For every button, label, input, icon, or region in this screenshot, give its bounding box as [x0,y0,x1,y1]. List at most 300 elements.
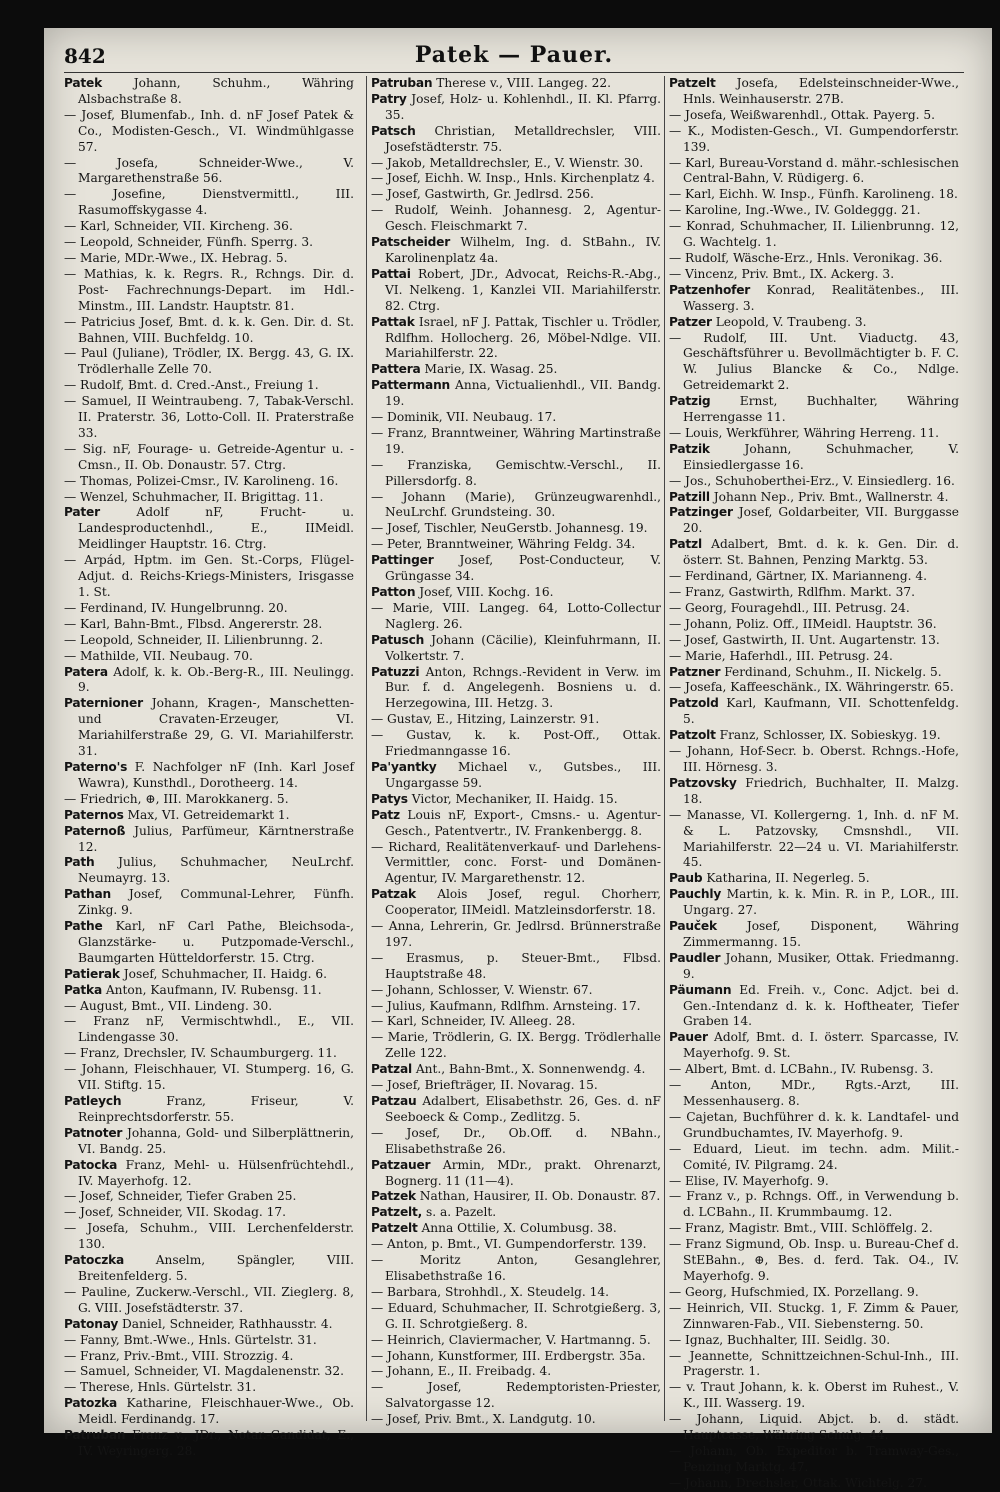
entry-surname: Pattinger [371,553,434,568]
directory-entry [64,760,354,792]
entry-text: — Manasse, VI. Kollergerng. 1, Inh. d. nF M. & L. Patzovsky, Cmsnshdl., VII. Mariahilferstr. 22—24 u. VI. Mariahilferstr. 45. [669,807,959,870]
directory-entry [669,1030,959,1062]
entry-text: Josef, Disponent, Währing Zimmermanng. 15. [683,919,960,949]
entry-text: — Patricius Josef, Bmt. d. k. k. Gen. Dir. d. St. Bahnen, VIII. Buchfeldg. 10. [64,314,354,345]
directory-entry [669,203,959,219]
directory-entry [669,474,959,490]
directory-entry [371,76,661,92]
entry-surname: Patscheider [371,235,451,250]
directory-entry [371,187,661,203]
entry-text: — Barbara, Strohhdl., X. Steudelg. 14. [371,1284,610,1299]
entry-surname: Päumann [669,982,732,997]
entry-text: — Josefa, Kaffeeschänk., IX. Währingerstr. 65. [669,680,954,695]
entry-text: — Franz, Drechsler, IV. Schaumburgerg. 11. [64,1046,337,1061]
entry-surname: Patzauer [371,1157,431,1172]
entry-surname: Patzl [669,537,702,552]
entry-text: Josef, Holz- u. Kohlenhdl., II. Kl. Pfarrg. 35. [385,91,661,122]
entry-text: — Julius, Kaufmann, Rdlfhm. Arnsteing. 17. [371,998,641,1013]
entry-surname: Patz [371,807,400,822]
entry-surname: Patuzzi [371,664,420,679]
entry-text: — Georg, Fouragehdl., III. Petrusg. 24. [669,600,910,615]
directory-entry [669,871,959,887]
directory-entry [371,1126,661,1158]
directory-entry [371,378,661,410]
entry-text: — Eduard, Schuhmacher, II. Schrotgießerg. 3, G. II. Schrotgießerg. 8. [371,1300,661,1331]
entry-text: — Samuel, II Weintraubeng. 7, Tabak-Verschl. II. Praterstr. 36, Lotto-Coll. II. Praterstraße 33. [64,394,354,440]
entry-text: Ant., Bahn-Bmt., X. Sonnenwendg. 4. [415,1062,646,1077]
entry-text: — Anna, Lehrerin, Gr. Jedlrsd. Brünnerstraße 197. [371,919,661,949]
entry-text: Adolf nF, Frucht- u. Landesproductenhdl., E., IIMeidl. Meidlinger Hauptstr. 16. Ctrg. [78,505,355,552]
directory-entry [669,665,959,681]
directory-entry [669,1476,959,1492]
entry-text: — Mathias, k. k. Regrs. R., Rchngs. Dir. d. Post- Fachrechnungs-Depart. im Hdl.-Minstm., III. Landstr. Hauptstr. 81. [64,266,354,313]
entry-surname: Patozka [64,1396,118,1411]
entry-text: Martin, k. k. Min. R. in P., LOR., III. Ungarg. 27. [683,887,959,918]
directory-entry [64,1428,354,1460]
entry-surname: Pa'yantky [371,759,437,774]
directory-entry [669,585,959,601]
directory-entry [64,1380,354,1396]
entry-text: — Therese, Hnls. Gürtelstr. 31. [64,1380,257,1395]
directory-entry [64,696,354,760]
entry-surname: Patton [371,585,416,599]
entry-text: Konrad, Realitätenbes., III. Wasserg. 3. [683,282,960,313]
entry-text: Anton, Rchngs.-Revident in Verw. im Bur. f. d. Angelegenh. Bosniens u. d. Herzegowina, III. Hetzg. 3. [385,664,661,711]
entry-text: — Josef, Blumenfab., Inh. d. nF Josef Patek & Co., Modisten-Gesch., VI. Windmühlgasse 57. [64,107,354,154]
directory-entry [371,1030,661,1062]
entry-surname: Pater [64,505,100,520]
entry-text: — Johann, Fleischhauer, VI. Stumperg. 16, G. VII. Stiftg. 15. [64,1062,354,1093]
directory-entry [371,410,661,426]
page-header [64,42,964,73]
directory-entry [371,553,661,585]
entry-text: — Marie, Trödlerin, G. IX. Bergg. Trödlerhalle Zelle 122. [371,1030,661,1061]
entry-surname: Pattera [371,362,421,377]
directory-entry [371,919,661,951]
entry-text: — Heinrich, VII. Stuckg. 1, F. Zimm & Pauer, Zinnwaren-Fab., VII. Siebensterng. 50. [669,1300,959,1331]
directory-entry [371,267,661,315]
directory-entry [64,1396,354,1428]
entry-surname: Paternioner [64,696,143,711]
directory-entry [669,617,959,633]
entry-text: Karl, Kaufmann, VII. Schottenfeldg. 5. [683,696,960,727]
directory-entry [371,1412,661,1428]
directory-entry [64,442,354,474]
directory-entry [371,1253,661,1285]
entry-text: Daniel, Schneider, Rathhausstr. 4. [121,1316,333,1331]
column-3 [664,76,960,1490]
directory-entry [669,1285,959,1301]
entry-surname: Pauer [669,1030,708,1045]
directory-entry [371,1205,661,1221]
directory-entry [371,203,661,235]
entry-surname: Patzill [669,489,710,504]
directory-entry [669,680,959,696]
entry-text: Franz, Schlosser, IX. Sobieskyg. 19. [719,728,941,743]
entry-text: — Karoline, Ing.-Wwe., IV. Goldeggg. 21. [669,203,921,218]
entry-text: Adolf, Bmt. d. I. österr. Sparcasse, IV. Mayerhofg. 9. St. [683,1030,960,1061]
entry-surname: Patka [64,982,102,997]
directory-entry [371,1094,661,1126]
entry-surname: Patocka [64,1157,118,1172]
directory-entry [669,1142,959,1174]
entry-surname: Patsch [371,123,416,138]
entry-text: — Gustav, k. k. Post-Off., Ottak. Friedmanngasse 16. [371,728,661,759]
entry-surname: Paternos [64,807,124,822]
entry-text: Marie, IX. Wasag. 25. [424,362,558,377]
directory-entry [669,315,959,331]
entry-text: — Pauline, Zuckerw.-Verschl., VII. Zieglerg. 8, G. VIII. Josefstädterstr. 37. [64,1284,354,1315]
entry-text: — Gustav, E., Hitzing, Lainzerstr. 91. [371,712,600,727]
entry-text: Friedrich, Buchhalter, II. Malzg. 18. [683,775,959,806]
entry-surname: Patry [371,91,407,106]
entry-surname: Patierak [64,966,120,981]
directory-entry [64,983,354,999]
directory-entry [371,585,661,601]
entry-text: — Moritz Anton, Gesanglehrer, Elisabethstraße 16. [371,1253,661,1283]
entry-text: Josef, Post-Conducteur, V. Grüngasse 34. [385,553,662,584]
directory-entry [669,1189,959,1221]
entry-text: Franz, Mehl- u. Hülsenfrüchtehdl., IV. Mayerhofg. 12. [78,1157,354,1188]
entry-text: — Rudolf, Wäsche-Erz., Hnls. Veronikag. 36. [669,250,943,265]
directory-entry [669,108,959,124]
directory-entry [669,1174,959,1190]
entry-text: — Karl, Schneider, VII. Kircheng. 36. [64,219,293,234]
entry-surname: Patzek [371,1189,416,1204]
entry-text: — Karl, Schneider, IV. Alleeg. 28. [371,1014,576,1029]
directory-entry [669,919,959,951]
entry-text: — Leopold, Schneider, Fünfh. Sperrg. 3. [64,235,313,250]
directory-entry [64,267,354,315]
entry-text: — Arpád, Hptm. im Gen. St.-Corps, Flügel-Adjut. d. Reichs-Kriegs-Ministers, Irisgasse 1. St. [64,553,354,599]
entry-text: — Josef, Tischler, NeuGerstb. Johannesg. 19. [371,521,648,536]
entry-text: Armin, MDr., prakt. Ohrenarzt, Bognerg. 11 (11—4). [385,1157,661,1188]
entry-text: — Eduard, Lieut. im techn. adm. Milit.-Comité, IV. Pilgramg. 24. [669,1141,959,1172]
entry-text: s. a. Pazelt. [425,1205,497,1220]
entry-text: — Karl, Eichh. W. Insp., Fünfh. Karolineng. 18. [669,187,958,202]
directory-entry [64,1333,354,1349]
entry-text: — Johann, E., II. Freibadg. 4. [371,1364,552,1379]
entry-text: Josef, Goldarbeiter, VII. Burggasse 20. [683,505,960,536]
directory-entry [669,649,959,665]
directory-entry [669,1349,959,1381]
directory-entry [669,1333,959,1349]
directory-entry [371,712,661,728]
columns [64,76,969,1490]
directory-entry [669,1078,959,1110]
entry-text: — Mathilde, VII. Neubaug. 70. [64,648,253,663]
entry-text: Franz, Friseur, V. Reinprechtsdorferstr. 55. [78,1094,355,1124]
entry-text: — Peter, Branntweiner, Währing Feldg. 34. [371,537,636,552]
entry-text: Leopold, V. Traubeng. 3. [715,314,867,329]
entry-text: Josefa, Edelsteinschneider-Wwe., Hnls. Weinhauserstr. 27B. [683,76,959,106]
entry-text: — Marie, Haferhdl., III. Petrusg. 24. [669,648,893,663]
directory-entry [371,1221,661,1237]
directory-entry [64,1189,354,1205]
directory-entry [371,951,661,983]
directory-entry [64,999,354,1015]
entry-text: — Rudolf, Weinh. Johannesg. 2, Agentur-Gesch. Fleischmarkt 7. [371,203,661,234]
entry-surname: Patzolt [669,728,716,743]
column-1 [64,76,355,1458]
entry-surname: Paternoß [64,823,126,838]
entry-text: Therese v., VIII. Langeg. 22. [436,76,612,90]
entry-surname: Patzau [371,1094,417,1108]
directory-entry [371,633,661,665]
entry-text: Johann, Musiker, Ottak. Friedmanng. 9. [683,950,959,981]
entry-text: — Josef, Gastwirth, Gr. Jedlrsd. 256. [371,187,594,202]
directory-entry [669,808,959,872]
entry-surname: Pattak [371,314,415,329]
directory-entry [669,331,959,395]
directory-entry [669,633,959,649]
directory-entry [64,967,354,983]
directory-entry [64,1285,354,1317]
directory-entry [371,490,661,522]
directory-entry [371,840,661,888]
entry-text: — Franz Sigmund, Ob. Insp. u. Bureau-Chef d. StEBahn., ⊕, Bes. d. ferd. Tak. O4., IV. Mayerhofg. 9. [669,1237,959,1283]
entry-text: — Josefa, Schuhm., VIII. Lerchenfelderstr. 130. [64,1221,354,1252]
entry-text: Johann Nep., Priv. Bmt., Wallnerstr. 4. [713,489,949,504]
entry-text: — Ignaz, Buchhalter, III. Seidlg. 30. [669,1332,891,1347]
directory-entry [669,983,959,1031]
directory-entry [669,1380,959,1412]
directory-entry [371,1349,661,1365]
directory-entry [371,171,661,187]
directory-entry [669,776,959,808]
entry-text: — Samuel, Schneider, VI. Magdalenenstr. 32. [64,1364,344,1379]
directory-entry [371,601,661,633]
directory-entry [64,1094,354,1126]
entry-text: — Johann (Marie), Grünzeugwarenhdl., NeuLrchf. Grundsteing. 30. [371,489,661,520]
directory-entry [669,505,959,537]
directory-entry [64,649,354,665]
entry-text: Adalbert, Bmt. d. k. k. Gen. Dir. d. österr. St. Bahnen, Penzing Marktg. 53. [683,537,959,568]
directory-entry [64,633,354,649]
directory-entry [64,1205,354,1221]
entry-text: — Sig. nF, Fourage- u. Getreide-Agentur u. -Cmsn., II. Ob. Donaustr. 57. Ctrg. [64,441,354,472]
directory-entry [371,235,661,267]
entry-surname: Patera [64,664,108,679]
entry-text: Adalbert, Elisabethstr. 26, Ges. d. nF Seeboeck & Comp., Zedlitzg. 5. [385,1094,661,1124]
directory-entry [64,187,354,219]
entry-text: — Josef, Dr., Ob.Off. d. NBahn., Elisabethstraße 26. [371,1125,661,1156]
directory-entry [371,92,661,124]
entry-text: Anton, Kaufmann, IV. Rubensg. 11. [105,982,322,997]
entry-text: Franz v., JDr., Notar.-Candidat, E., IV. Weyringerg. 28. [78,1428,354,1458]
entry-surname: Patruban [371,76,433,90]
entry-text: Victor, Mechaniker, II. Haidg. 15. [411,791,618,806]
entry-text: — Franz, Branntweiner, Währing Martinstraße 19. [371,425,661,456]
entry-text: — Johann, Poliz. Off., IIMeidl. Hauptstr. 36. [669,616,937,631]
entry-text: Josef, VIII. Kochg. 16. [419,585,554,599]
directory-entry [64,1221,354,1253]
directory-entry [64,378,354,394]
directory-entry [371,458,661,490]
entry-text: — v. Traut Johann, k. k. Oberst im Ruhest., V. K., III. Wasserg. 19. [669,1380,959,1411]
directory-entry [669,267,959,283]
directory-entry [669,951,959,983]
directory-entry [64,219,354,235]
entry-text: Johann, Kragen-, Manschetten- und Cravaten-Erzeuger, VI. Mariahilferstraße 29, G. VI. Mariahilferstr. 31. [78,696,354,759]
directory-entry [669,569,959,585]
directory-entry [669,442,959,474]
entry-surname: Patzinger [669,505,733,520]
directory-entry [669,1221,959,1237]
directory-entry [371,1189,661,1205]
directory-entry [64,665,354,697]
entry-text: Nathan, Hausirer, II. Ob. Donaustr. 87. [419,1189,661,1204]
entry-text: — Josefa, Schneider-Wwe., V. Margarethenstraße 56. [64,155,354,186]
entry-surname: Patusch [371,632,425,647]
entry-text: Josef, Communal-Lehrer, Fünfh. Zinkg. 9. [78,887,354,918]
directory-entry [669,1444,959,1476]
directory-entry [371,1333,661,1349]
entry-text: — Josef, Gastwirth, II. Unt. Augartenstr. 13. [669,632,940,647]
directory-entry [669,1237,959,1285]
entry-surname: Patzal [371,1062,412,1077]
entry-text: — Franziska, Gemischtw.-Verschl., II. Pillersdorfg. 8. [371,457,661,488]
directory-entry [64,1158,354,1190]
entry-text: — Franz, Gastwirth, Rdlfhm. Markt. 37. [669,585,915,599]
entry-text: — Thomas, Polizei-Cmsr., IV. Karolineng. 16. [64,473,339,488]
directory-entry [64,156,354,188]
entry-text: — Dominik, VII. Neubaug. 17. [371,410,557,425]
entry-surname: Patzik [669,441,710,456]
entry-text: — Georg, Hufschmied, IX. Porzellang. 9. [669,1284,919,1299]
column-2 [366,76,662,1427]
directory-entry [371,124,661,156]
entry-surname: Pauchly [669,887,722,902]
entry-text: — Johann, Ob. Expeditor b. Tramway-Ges., Penzing Marktg. 47. [669,1443,959,1474]
directory-entry [669,187,959,203]
entry-text: — Paul (Juliane), Trödler, IX. Bergg. 43, G. IX. Trödlerhalle Zelle 70. [64,346,354,377]
entry-surname: Patruban [64,1428,126,1443]
entry-text: — Jeannette, Schnittzeichnen-Schul-Inh., III. Pragerstr. 1. [669,1348,959,1379]
entry-text: Alois Josef, regul. Chorherr, Cooperator, IIMeidl. Matzleinsdorferstr. 18. [385,887,662,918]
entry-text: — Johann, Drechsler, Ottak. Wichtelg. 27. [669,1475,927,1490]
directory-entry [64,887,354,919]
directory-entry [371,1364,661,1380]
directory-entry [371,1062,661,1078]
directory-entry [669,601,959,617]
directory-entry [64,1014,354,1046]
directory-entry [64,251,354,267]
directory-entry [669,1110,959,1142]
directory-entry [669,490,959,506]
directory-entry [64,1046,354,1062]
entry-text: — Rudolf, III. Unt. Viaductg. 43, Geschäftsführer u. Bevollmächtigter b. F. C. W. Julius Blancke & Co., Ndlge. Getreidemarkt 2. [669,330,959,393]
directory-entry [64,490,354,506]
directory-entry [371,315,661,363]
entry-text: Ed. Freih. v., Conc. Adjct. bei d. Gen.-Intendanz d. k. k. Hoftheater, Tiefer Graben 14. [683,982,959,1029]
entry-text: — Josef, Schneider, Tiefer Graben 25. [64,1189,297,1204]
entry-text: Ferdinand, Schuhm., II. Nickelg. 5. [724,664,942,679]
entry-surname: Patzelt [371,1221,418,1236]
directory-entry [371,1237,661,1253]
directory-entry [669,696,959,728]
directory-entry [371,1078,661,1094]
entry-text: Julius, Parfümeur, Kärntnerstraße 12. [78,823,354,854]
entry-text: Anna Ottilie, X. Columbusg. 38. [421,1221,617,1236]
entry-text: — Friedrich, ⊕, III. Marokkanerg. 5. [64,791,289,806]
entry-text: — Anton, p. Bmt., VI. Gumpendorferstr. 139. [371,1237,647,1252]
directory-entry [64,235,354,251]
directory-entry [64,505,354,553]
entry-surname: Pattermann [371,378,451,393]
entry-text: — K., Modisten-Gesch., VI. Gumpendorferstr. 139. [669,123,959,154]
directory-entry [64,553,354,601]
entry-text: Adolf, k. k. Ob.-Berg-R., III. Neulingg. 9. [78,664,355,695]
entry-text: — Karl, Bureau-Vorstand d. mähr.-schlesischen Central-Bahn, V. Rüdigerg. 6. [669,155,959,186]
directory-entry [371,999,661,1015]
entry-text: — Josef, Priv. Bmt., X. Landgutg. 10. [371,1412,596,1427]
directory-entry [371,1380,661,1412]
directory-entry [669,537,959,569]
entry-text: — Franz, Magistr. Bmt., VIII. Schlöffelg. 2. [669,1221,933,1236]
directory-entry [371,362,661,378]
entry-text: — Konrad, Schuhmacher, II. Lilienbrunng. 12, G. Wachtelg. 1. [669,219,959,250]
entry-surname: Pathe [64,919,103,934]
entry-text: — Josefa, Weißwarenhdl., Ottak. Payerg. 5. [669,107,936,122]
directory-entry [64,792,354,808]
directory-entry [64,1062,354,1094]
entry-text: Johann, Schuhmacher, V. Einsiedlergasse 16. [683,441,960,472]
entry-surname: Paub [669,871,703,886]
entry-text: Michael v., Gutsbes., III. Ungargasse 59. [385,759,662,790]
entry-text: — Johann, Kunstformer, III. Erdbergstr. 35a. [371,1348,646,1363]
directory-entry [64,108,354,156]
entry-text: — Leopold, Schneider, II. Lilienbrunng. 2. [64,632,324,647]
entry-text: — Marie, MDr.-Wwe., IX. Hebrag. 5. [64,250,288,265]
entry-text: Julius, Schuhmacher, NeuLrchf. Neumayrg. 13. [78,855,354,886]
entry-surname: Patzner [669,664,721,679]
entry-text: Katharine, Fleischhauer-Wwe., Ob. Meidl. Ferdinandg. 17. [78,1396,354,1427]
entry-text: — Fanny, Bmt.-Wwe., Hnls. Gürtelstr. 31. [64,1332,317,1347]
entry-text: — Vincenz, Priv. Bmt., IX. Ackerg. 3. [669,266,895,281]
entry-surname: Patnoter [64,1125,123,1140]
entry-text: — Josefine, Dienstvermittl., III. Rasumoffskygasse 4. [64,187,354,218]
entry-text: — Johann, Hof-Secr. b. Oberst. Rchngs.-Hofe, III. Hörnesg. 3. [669,744,959,774]
entry-text: Ernst, Buchhalter, Währing Herrengasse 11. [683,394,959,425]
entry-text: Karl, nF Carl Pathe, Bleichsoda-, Glanzstärke- u. Putzpomade-Verschl., Baumgarten Hütteldorferstr. 15. Ctrg. [78,919,354,965]
running-head: Patek — Pauer. [414,42,614,68]
directory-entry [64,1126,354,1158]
entry-surname: Patzold [669,696,719,711]
directory-entry [371,521,661,537]
entry-surname: Patzer [669,314,712,329]
entry-text: Wilhelm, Ing. d. StBahn., IV. Karolinenplatz 4a. [385,235,661,265]
directory-entry [669,728,959,744]
entry-surname: Patonay [64,1316,119,1331]
entry-text: — Josef, Briefträger, II. Novarag. 15. [371,1078,598,1093]
directory-entry [64,394,354,442]
directory-entry [64,315,354,347]
directory-entry [669,283,959,315]
entry-text: — Karl, Bahn-Bmt., Flbsd. Angererstr. 28. [64,616,323,631]
entry-text: — Ferdinand, IV. Hungelbrunng. 20. [64,600,288,615]
entry-surname: Patzig [669,394,711,409]
directory-entry [669,1062,959,1078]
entry-surname: Pauček [669,919,717,934]
entry-text: — Cajetan, Buchführer d. k. k. Landtafel- und Grundbuchamtes, IV. Mayerhofg. 9. [669,1109,959,1140]
entry-text: — Josef, Eichh. W. Insp., Hnls. Kirchenplatz 4. [371,171,655,186]
directory-entry [64,855,354,887]
entry-text: — Elise, IV. Mayerhofg. 9. [669,1173,829,1188]
entry-surname: Pattai [371,266,411,281]
entry-text: — August, Bmt., VII. Lindeng. 30. [64,998,273,1013]
entry-text: — Wenzel, Schuhmacher, II. Brigittag. 11. [64,489,324,504]
